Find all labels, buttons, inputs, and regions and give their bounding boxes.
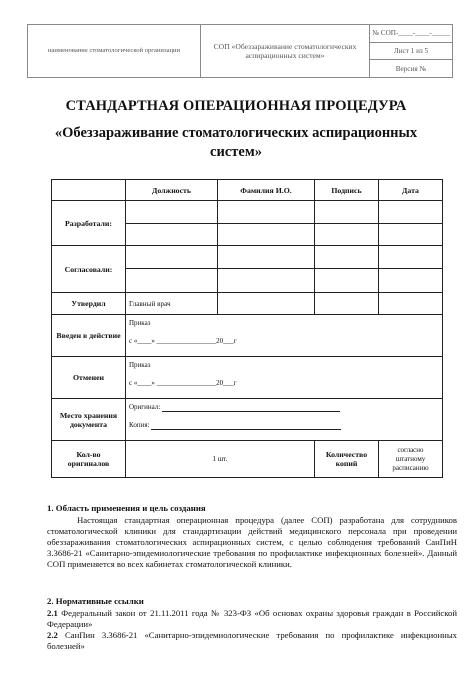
table-row xyxy=(52,399,443,441)
organization-name: наименование стоматологической организации xyxy=(28,25,201,77)
reference-2 xyxy=(47,630,457,652)
developed-label: Разработали: xyxy=(52,201,126,246)
agreed-label: Согласовали: xyxy=(52,246,126,293)
originals-count-label: Кол-во оригиналов xyxy=(52,441,126,478)
col-name: Фамилия И.О. xyxy=(218,180,315,201)
cancelled-label: Отменен xyxy=(52,357,126,399)
approval-table xyxy=(51,179,443,478)
introduced-label: Введен в действие xyxy=(52,315,126,357)
section-1-text: Настоящая стандартная операционная процедура (далее СОП) разработана для сотрудников стоматологической клиники для стандартизации действий медицинского персонала при проведении обеззараживания стоматологических аспирационных систем, с целью соблюдения требований СанПиН 3.3686-21 «Санитарно-эпидемиологические требования по профилактике инфекционных болезней». Данный СОП применяется во всех кабинетах стоматологической клиники. xyxy=(47,515,457,569)
approved-label: Утвердил xyxy=(52,293,126,315)
table-row xyxy=(52,293,443,315)
section-scope xyxy=(47,503,457,570)
table-row xyxy=(52,441,443,478)
document-title: СТАНДАРТНАЯ ОПЕРАЦИОННАЯ ПРОЦЕДУРА xyxy=(65,98,407,114)
sop-number: № СОП-____-____-_____ xyxy=(370,25,452,43)
originals-count: 1 шт. xyxy=(126,441,315,478)
copy-field[interactable] xyxy=(151,422,341,430)
storage-label: Место хранения документа xyxy=(52,399,126,441)
table-row xyxy=(52,357,443,399)
approved-position: Главный врач xyxy=(126,293,218,315)
section-references xyxy=(47,596,457,652)
table-row xyxy=(52,246,443,269)
table-row xyxy=(52,315,443,357)
col-date: Дата xyxy=(379,180,443,201)
copies-count-label: Количество копий xyxy=(315,441,379,478)
version-number: Версия № xyxy=(395,64,427,73)
reference-2-text: СанПин 3.3686-21 «Санитарно-эпидемиологические требования по профилактике инфекционных болезней» xyxy=(47,630,458,651)
reference-1-number: 2.1 xyxy=(47,608,58,618)
cancelled-date-line[interactable]: с «____» _________________20___г xyxy=(129,379,237,387)
original-label: Оригинал: xyxy=(129,403,161,411)
cancelled-order-label: Приказ xyxy=(129,361,151,369)
reference-1 xyxy=(47,608,457,630)
section-1-heading: 1. Область применения и цель создания xyxy=(47,503,206,513)
sop-meta xyxy=(370,25,452,77)
document-header xyxy=(27,24,453,78)
copy-label: Копия: xyxy=(129,421,150,429)
col-signature: Подпись xyxy=(315,180,379,201)
introduced-date-line[interactable]: с «____» _________________20___г xyxy=(129,337,237,345)
copies-count: согласно штатному расписанию xyxy=(379,441,443,478)
sheet-number: Лист 1 из 5 xyxy=(370,43,452,61)
document-subtitle: «Обеззараживание стоматологических аспирационных систем» xyxy=(54,125,418,160)
reference-1-text: Федеральный закон от 21.11.2011 года № 323-ФЗ «Об основах охраны здоровья граждан в Российской Федерации» xyxy=(47,608,457,629)
table-header-row xyxy=(52,180,443,201)
col-position: Должность xyxy=(126,180,218,201)
section-2-heading: 2. Нормативные ссылки xyxy=(47,596,144,606)
introduced-order-label: Приказ xyxy=(129,319,151,327)
table-row xyxy=(52,201,443,224)
sop-title-cell: СОП «Обеззараживание стоматологических аспирационных систем» xyxy=(201,25,370,77)
original-field[interactable] xyxy=(162,404,340,412)
reference-2-number: 2.2 xyxy=(47,630,58,640)
